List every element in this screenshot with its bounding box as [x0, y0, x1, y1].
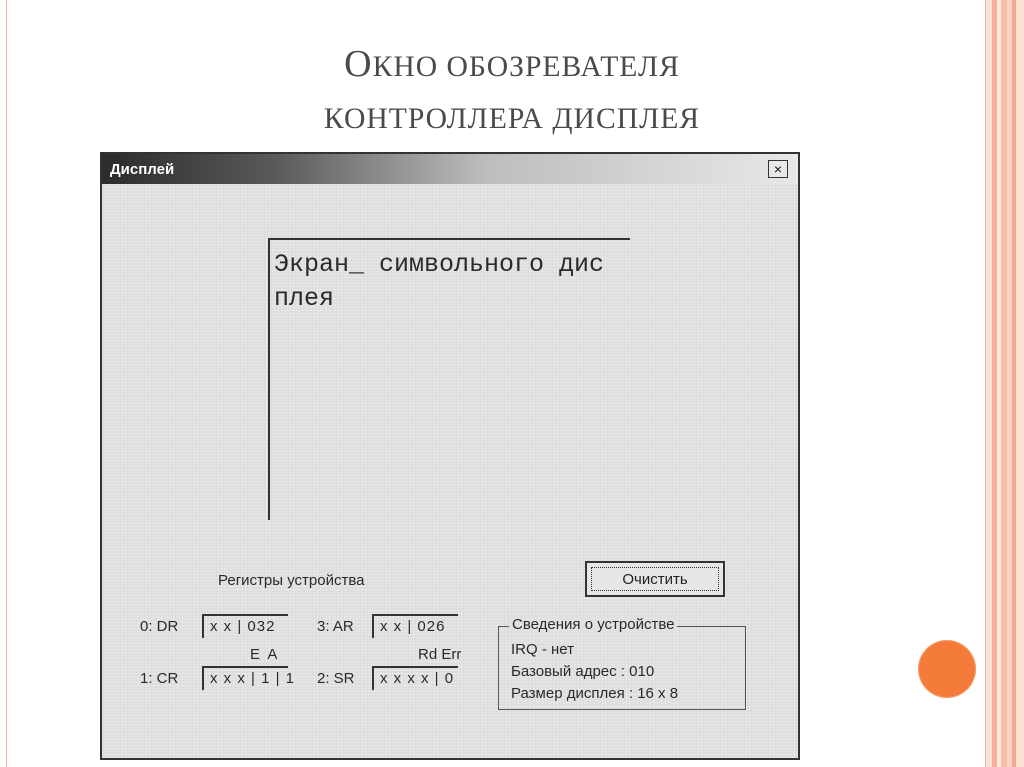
- sr-flags: Rd Err: [418, 646, 462, 663]
- cr-flags: E A: [250, 646, 280, 663]
- window-title: Дисплей: [110, 161, 175, 178]
- ar-label: 3: AR: [317, 618, 354, 635]
- slide-title-line2: [0, 94, 1024, 138]
- base-address-text: Базовый адрес : 010: [511, 663, 655, 680]
- window-titlebar[interactable]: [102, 154, 798, 184]
- title-rest: КНО ОБОЗРЕВАТЕЛЯ: [372, 51, 680, 83]
- registers-heading: Регистры устройства: [218, 572, 365, 589]
- slide-title-line1: [0, 42, 1024, 86]
- title-initial: О: [344, 43, 373, 85]
- clear-button-label: Очистить: [591, 567, 719, 591]
- irq-text: IRQ - нет: [511, 641, 574, 658]
- clear-button[interactable]: [585, 561, 725, 597]
- accent-dot: [918, 640, 976, 698]
- device-info-group: [498, 616, 746, 710]
- display-screen: [268, 238, 630, 520]
- ar-field: x x | 026: [372, 614, 458, 638]
- dr-label: 0: DR: [140, 618, 179, 635]
- dr-field: x x | 032: [202, 614, 288, 638]
- screen-text: Экран_ символьного дисплея: [274, 250, 605, 313]
- device-info-title: Сведения о устройстве: [509, 616, 677, 633]
- close-icon[interactable]: ×: [768, 160, 788, 178]
- display-size-text: Размер дисплея : 16 x 8: [511, 685, 679, 702]
- title-line2-text: КОНТРОЛЛЕРА ДИСПЛЕЯ: [323, 103, 701, 135]
- cr-label: 1: CR: [140, 670, 179, 687]
- sr-field: x x x x | 0: [372, 666, 458, 690]
- sr-label: 2: SR: [317, 670, 355, 687]
- cr-field: x x x | 1 | 1: [202, 666, 288, 690]
- display-window: [100, 152, 800, 760]
